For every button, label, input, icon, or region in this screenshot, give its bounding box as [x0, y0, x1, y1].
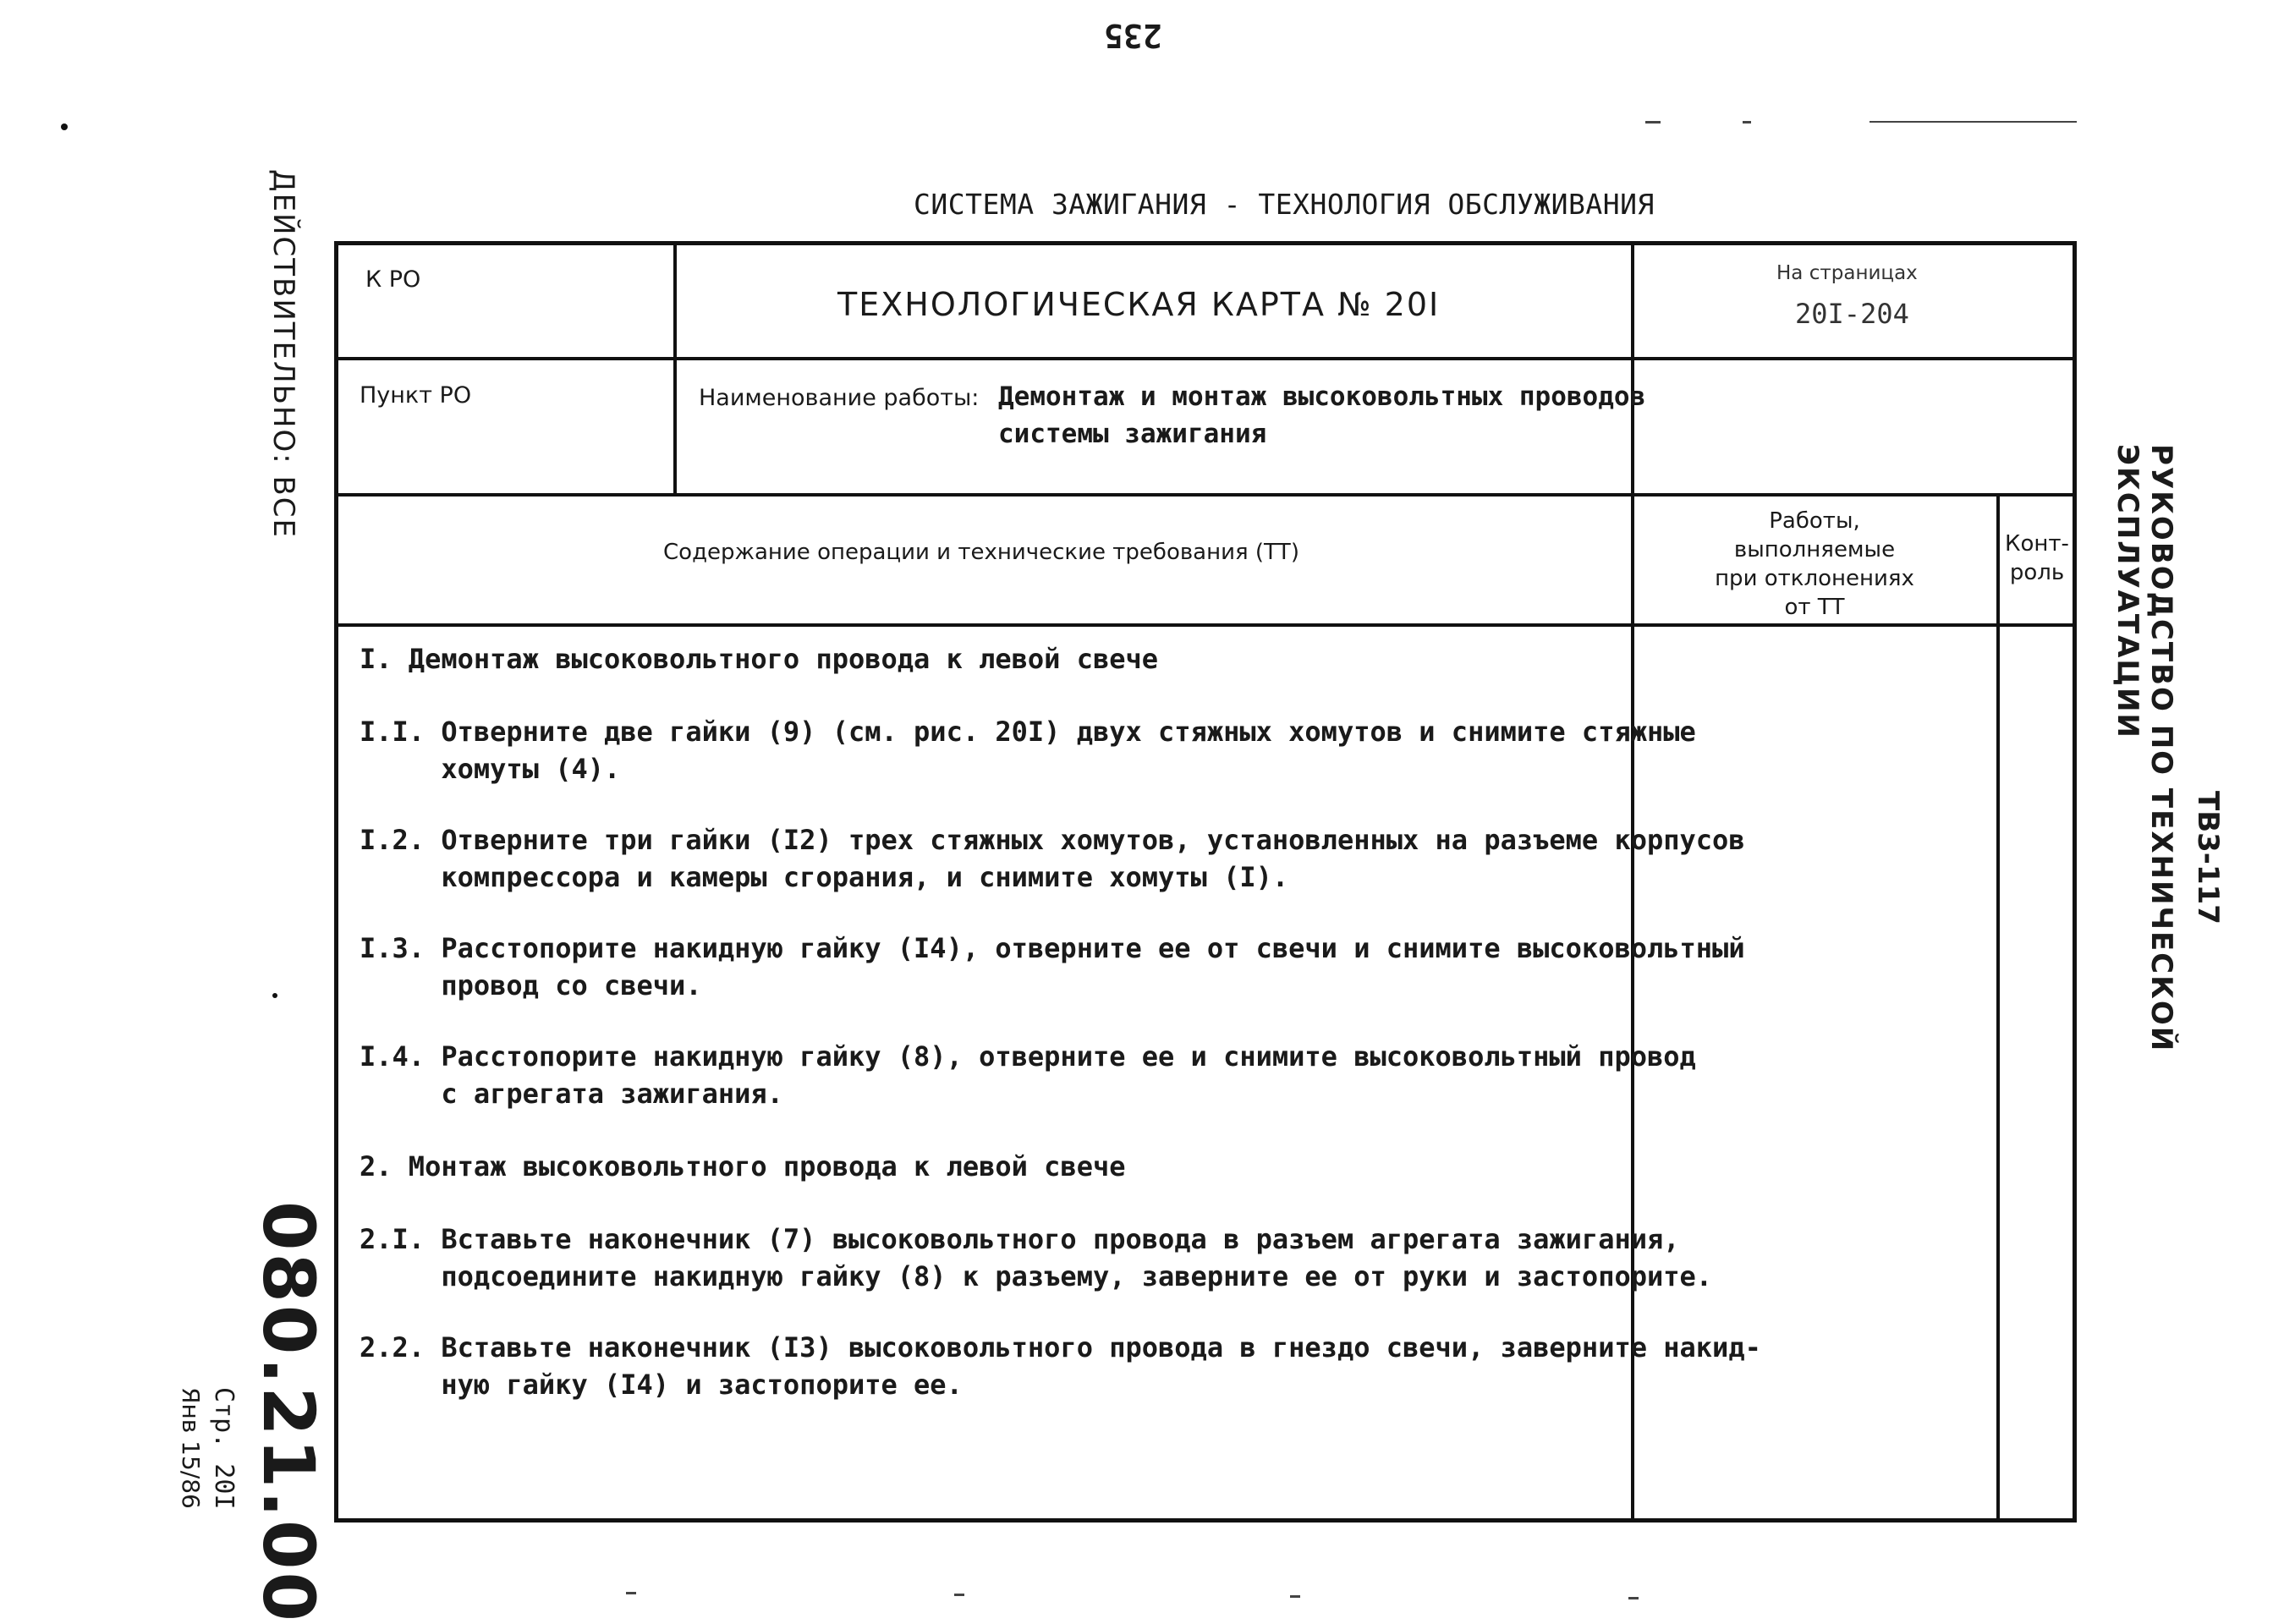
control-header-line: роль	[2009, 560, 2065, 585]
manual-title: РУКОВОДСТВО ПО ТЕХНИЧЕСКОЙ ЭКСПЛУАТАЦИИ	[2111, 444, 2178, 1053]
operation-step: I.2. Отверните три гайки (I2) трех стяжных хомутов, установленных на разъеме корпусов	[360, 824, 1745, 856]
deviation-header-line: выполняемые	[1733, 537, 1896, 562]
operation-step: I.3. Расстопорите накидную гайку (I4), отверните ее от свечи и снимите высоковольтный	[360, 932, 1745, 964]
operation-step-cont: провод со свечи.	[360, 969, 702, 1001]
revision-date: Янв 15/86	[177, 1387, 205, 1509]
column-divider	[1996, 495, 2000, 1521]
pages-range: 20I-204	[1795, 298, 1909, 330]
scan-mark	[626, 1592, 636, 1594]
work-name-line: системы зажигания	[998, 419, 1267, 449]
control-column-header	[2000, 529, 2074, 587]
pages-label: На страницах	[1776, 262, 1918, 284]
column-divider	[673, 243, 677, 495]
work-name-line: Демонтаж и монтаж высоковольтных проводов	[998, 381, 1646, 412]
row-divider	[336, 623, 2075, 627]
punkt-label: Пункт РО	[360, 382, 472, 409]
deviation-header-line: при отклонениях	[1715, 566, 1914, 591]
deviation-header-line: Работы,	[1769, 508, 1860, 534]
operation-step-cont: с агрегата зажигания.	[360, 1078, 783, 1110]
control-header-line: Конт-	[2005, 531, 2069, 557]
scan-mark	[954, 1594, 964, 1596]
scan-mark	[61, 123, 68, 130]
deviation-column-header	[1634, 507, 1995, 622]
scan-mark	[1645, 121, 1661, 123]
operation-step: 2.2. Вставьте наконечник (I3) высоковольтного провода в гнездо свечи, заверните накид-	[360, 1331, 1761, 1363]
section-heading: 2. Монтаж высоковольтного провода к левой свече	[360, 1150, 1126, 1182]
operation-step-cont: ную гайку (I4) и застопорите ее.	[360, 1369, 963, 1401]
scan-mark	[1628, 1597, 1639, 1599]
engine-model: ТВ3-117	[2191, 791, 2225, 924]
row-divider	[336, 357, 2075, 360]
scan-mark	[1743, 121, 1751, 123]
operation-step-cont: подсоедините накидную гайку (8) к разъему, заверните ее от руки и застопорите.	[360, 1260, 1713, 1292]
content-column-header: Содержание операции и технические требования (ТТ)	[663, 540, 1299, 565]
page-top-number: 235	[1104, 17, 1162, 54]
page-label: Стр. 20I	[209, 1387, 239, 1510]
operation-step: 2.I. Вставьте наконечник (7) высоковольтного провода в разъем агрегата зажигания,	[360, 1223, 1680, 1255]
scan-mark	[272, 993, 277, 998]
operation-step-cont: компрессора и камеры сгорания, и снимите хомуты (I).	[360, 861, 1289, 893]
operation-step: I.4. Расстопорите накидную гайку (8), отверните ее и снимите высоковольтный провод	[360, 1040, 1696, 1073]
operation-step-cont: хомуты (4).	[360, 753, 621, 785]
section-heading: I. Демонтаж высоковольтного провода к левой свече	[360, 643, 1159, 675]
row-divider	[336, 493, 2075, 497]
page-header: СИСТЕМА ЗАЖИГАНИЯ - ТЕХНОЛОГИЯ ОБСЛУЖИВАНИЯ	[914, 188, 1655, 221]
work-name-label: Наименование работы:	[699, 385, 980, 411]
document-code: 080.21.00	[247, 1201, 330, 1624]
validity-note: ДЕЙСТВИТЕЛЬНО: ВСЕ	[266, 169, 300, 540]
card-title: ТЕХНОЛОГИЧЕСКАЯ КАРТА № 20I	[837, 286, 1441, 323]
scan-mark	[1290, 1595, 1300, 1598]
deviation-header-line: от ТТ	[1784, 595, 1845, 620]
scan-mark	[1869, 121, 2077, 123]
kro-label: К РО	[365, 266, 421, 293]
operation-step: I.I. Отверните две гайки (9) (см. рис. 20I) двух стяжных хомутов и снимите стяжные	[360, 716, 1696, 748]
